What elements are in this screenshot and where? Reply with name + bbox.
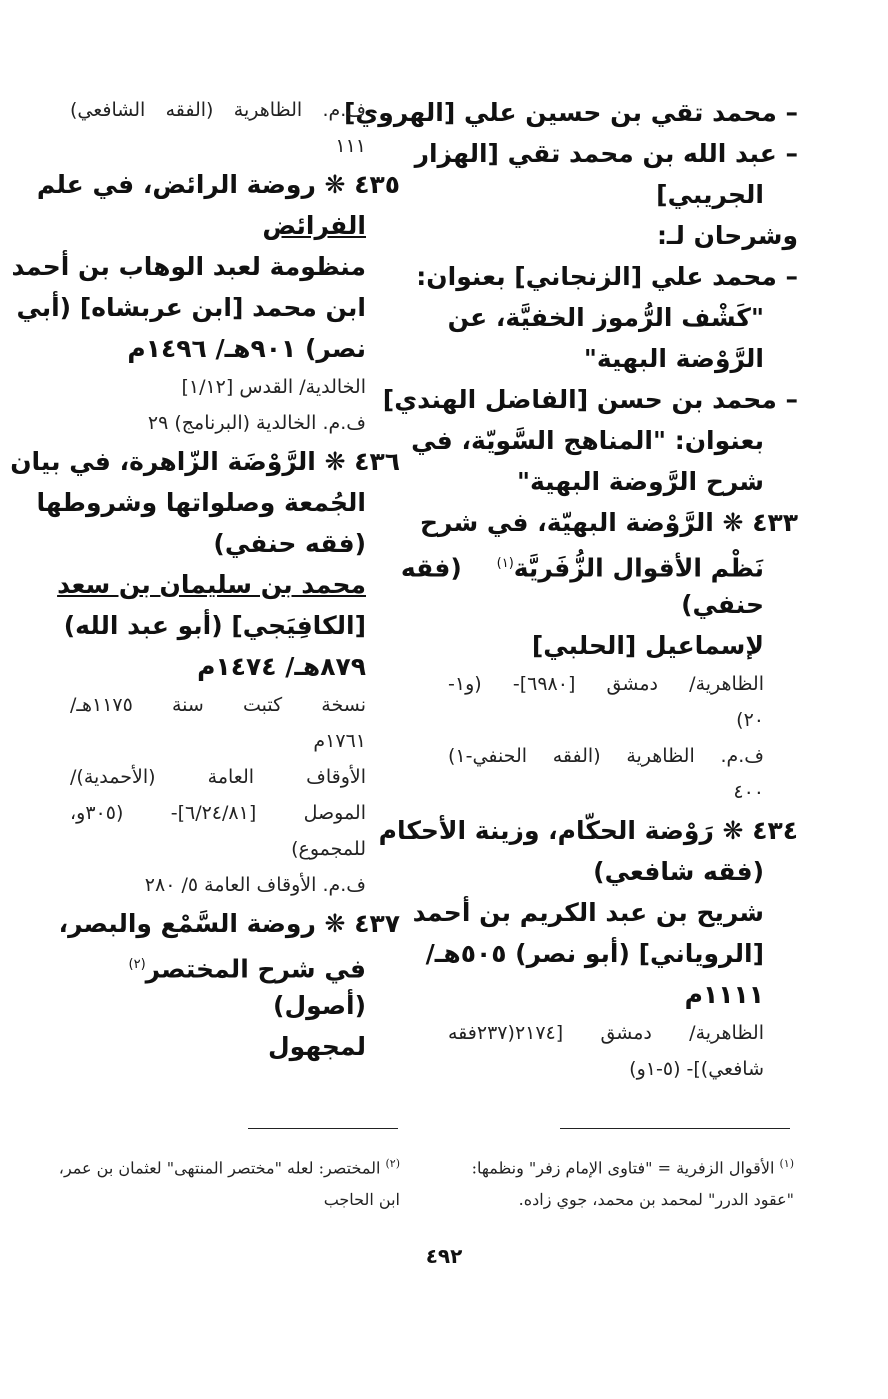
entry-catalog: ١١١ [335,135,366,157]
entry-title-cont: في شرح المختصر [145,954,366,984]
footnote-1 [430,1148,794,1216]
footnote-marker: (١) [779,1157,794,1170]
entry-author: ١١١١م [684,980,764,1009]
entry-author: لمجهول [267,1032,366,1061]
entry-catalog: ٤٠٠ [733,781,764,803]
entry-title-cont: نَظْم الأقوال الزُّفَريَّة [513,553,764,583]
entry-location: للمجموع) [291,838,366,860]
entry-author: منظومة لعبد الوهاب بن أحمد [11,252,366,281]
right-column [343,92,798,1087]
entry-line: وشرحان لـ: [656,221,798,250]
entry-line [70,944,400,985]
footnote-ref-2: (٢) [128,957,146,972]
entry-title-434: ٤٣٤ ❋ رَوْضة الحكّام، وزينة الأحكام [378,816,798,845]
entry-location: ٢٠) [736,709,764,731]
entry-catalog: ف.م. الظاهرية (الفقه الشافعي) [70,99,366,121]
entry-location: شافعي)]- (٥-١و) [629,1058,764,1080]
entry-location: الأوقاف العامة (الأحمدية)/ [70,766,366,788]
entry-line: – عبد الله بن محمد تقي [الهزار [414,139,798,168]
entry-subject: (أصول) [273,991,366,1020]
entry-title-435: ٤٣٥ ❋ روضة الرائض، في علم [36,170,400,199]
entry-title-cont: الجُمعة وصلواتها وشروطها [36,488,366,517]
entry-title-433: ٤٣٣ ❋ الرَّوْضة البهيّة، في شرح [420,508,798,537]
entry-title-436: ٤٣٦ ❋ الرَّوْضَة الزّاهرة، في بيان [10,447,400,476]
entry-author: ٨٧٩هـ/ ١٤٧٤م [197,652,366,681]
entry-author: نصر) ٩٠١هـ/ ١٤٩٦م [127,334,366,363]
entry-subject: (فقه [400,553,462,583]
footnote-text: ابن الحاجب [323,1190,400,1210]
left-column [10,92,400,1067]
entry-location: الظاهرية/ دمشق [٢١٧٤(٢٣٧فقه [448,1022,764,1044]
entry-title-437: ٤٣٧ ❋ روضة السَّمْع والبصر، [58,909,400,938]
footnote-text: المختصر: لعله "مختصر المنتهى" لعثمان بن عمر، [58,1158,381,1178]
entry-author: [الروياني] (أبو نصر) ٥٠٥هـ/ [425,939,764,968]
entry-author: شريح بن عبد الكريم بن أحمد [412,898,764,927]
footnote-text: الأقوال الزفرية = "فتاوى الإمام زفر" ونظمها: [471,1158,775,1178]
entry-line: حنفي) [681,590,764,619]
entry-author: [الكافِيَجي] (أبو عبد الله) [63,611,366,640]
footnote-2 [58,1148,400,1216]
footnote-marker: (٢) [385,1157,400,1170]
entry-location: الموصل [٦/٢٤/٨١]- (٣٠٥و، [70,802,366,824]
entry-author: ابن محمد [ابن عربشاه] (أبي [16,293,366,322]
entry-line: الجريبي] [656,180,764,209]
footnote-divider [248,1128,398,1129]
entry-line: بعنوان: "المناهج السَّويّة، في [411,426,764,455]
entry-line: – محمد بن حسن [الفاضل الهندي] [382,385,798,414]
entry-line: – محمد علي [الزنجاني] بعنوان: [416,262,798,291]
entry-line: "كَشْف الرُّموز الخفيَّة، عن [447,303,764,332]
entry-location: الظاهرية/ دمشق [٦٩٨٠]- (و١- [448,673,764,695]
entry-catalog: ف.م. الأوقاف العامة ٥/ ٢٨٠ [144,874,366,896]
footnote-text: "عقود الدرر" لمحمد بن محمد، جوي زاده. [518,1190,794,1210]
footnote-ref-1: (١) [496,556,514,571]
page-number: ٤٩٢ [425,1244,463,1268]
entry-note: ١٧٦١م [313,730,366,752]
entry-line: – محمد تقي بن حسين علي [الهروي] [343,98,798,127]
entry-author: محمد بن سليمان بن سعد [57,570,366,599]
entry-catalog: ف.م. الخالدية (البرنامج) ٢٩ [147,412,366,434]
entry-subject: (فقه شافعي) [593,857,764,886]
entry-note: نسخة كتبت سنة ١١٧٥هـ/ [70,694,366,716]
entry-title-cont: الفرائض [262,211,366,240]
entry-line: الرَّوْضة البهية" [583,344,764,373]
entry-line: شرح الرَّوضة البهية" [517,467,764,496]
entry-line [400,543,798,584]
entry-catalog: ف.م. الظاهرية (الفقه الحنفي-١) [448,745,764,767]
footnote-divider [560,1128,790,1129]
entry-author: لإسماعيل [الحلبي] [531,631,764,660]
entry-location: الخالدية/ القدس [١/١٢] [181,376,366,398]
entry-subject: (فقه حنفي) [213,529,366,558]
